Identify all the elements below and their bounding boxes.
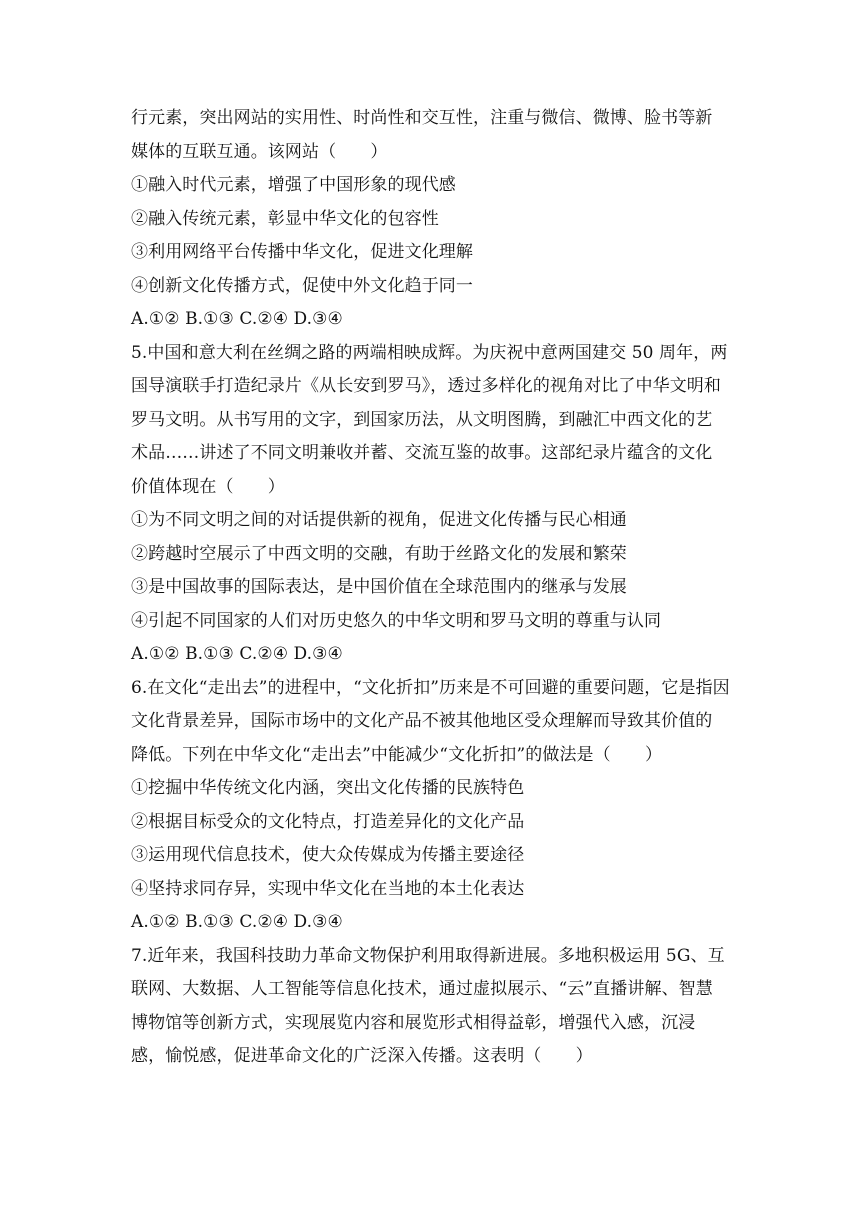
text-line: 文化背景差异，国际市场中的文化产品不被其他地区受众理解而导致其价值的 xyxy=(131,711,713,731)
option-line: ④创新文化传播方式，促使中外文化趋于同一 xyxy=(131,275,473,296)
option-line: ④坚持求同存异，实现中华文化在当地的本土化表达 xyxy=(131,878,525,899)
text-line: 联网、大数据、人工智能等信息化技术，通过虚拟展示、“云”直播讲解、智慧 xyxy=(131,979,713,999)
document-body xyxy=(131,102,731,1074)
option-line: ②根据目标受众的文化特点，打造差异化的文化产品 xyxy=(131,811,525,832)
answer-choices: A.①② B.①③ C.②④ D.③④ xyxy=(131,309,343,329)
text-line: 罗马文明。从书写用的文字，到国家历法，从文明图腾，到融汇中西文化的艺 xyxy=(131,409,713,430)
text-line: 媒体的互联互通。该网站（ ） xyxy=(131,141,388,162)
answer-choices: A.①② B.①③ C.②④ D.③④ xyxy=(131,912,343,932)
option-line: ①挖掘中华传统文化内涵，突出文化传播的民族特色 xyxy=(131,778,525,798)
option-line: ③运用现代信息技术，使大众传媒成为传播主要途径 xyxy=(131,845,525,865)
option-line: ③利用网络平台传播中华文化，促进文化理解 xyxy=(131,242,473,262)
option-line: ④引起不同国家的人们对历史悠久的中华文明和罗马文明的尊重与认同 xyxy=(131,610,662,631)
option-line: ②融入传统元素，彰显中华文化的包容性 xyxy=(131,208,439,229)
option-line: ①为不同文明之间的对话提供新的视角，促进文化传播与民心相通 xyxy=(131,510,627,530)
question-7-text: 7.近年来，我国科技助力革命文物保护利用取得新进展。多地积极运用 5G、互 xyxy=(131,945,725,966)
option-line: ③是中国故事的国际表达，是中国价值在全球范围内的继承与发展 xyxy=(131,577,627,597)
text-line: 博物馆等创新方式，实现展览内容和展览形式相得益彰，增强代入感，沉浸 xyxy=(131,1012,696,1033)
text-line: 价值体现在（ ） xyxy=(131,476,285,497)
option-line: ②跨越时空展示了中西文明的交融，有助于丝路文化的发展和繁荣 xyxy=(131,543,627,564)
text-line: 感，愉悦感，促进革命文化的广泛深入传播。这表明（ ） xyxy=(131,1046,593,1066)
option-line: ①融入时代元素，增强了中国形象的现代感 xyxy=(131,175,456,195)
text-line: 行元素，突出网站的实用性、时尚性和交互性，注重与微信、微博、脸书等新 xyxy=(131,108,713,128)
text-line: 术品……讲述了不同文明兼收并蓄、交流互鉴的故事。这部纪录片蕴含的文化 xyxy=(131,443,713,463)
question-6-text: 6.在文化“走出去”的进程中，“文化折扣”历来是不可回避的重要问题，它是指因 xyxy=(131,677,730,698)
text-line: 国导演联手打造纪录片《从长安到罗马》，透过多样化的视角对比了中华文明和 xyxy=(131,376,721,396)
question-5-text: 5.中国和意大利在丝绸之路的两端相映成辉。为庆祝中意两国建交 50 周年，两 xyxy=(131,342,728,363)
text-line: 降低。下列在中华文化“走出去”中能减少“文化折扣”的做法是（ ） xyxy=(131,744,663,765)
answer-choices: A.①② B.①③ C.②④ D.③④ xyxy=(131,644,343,664)
